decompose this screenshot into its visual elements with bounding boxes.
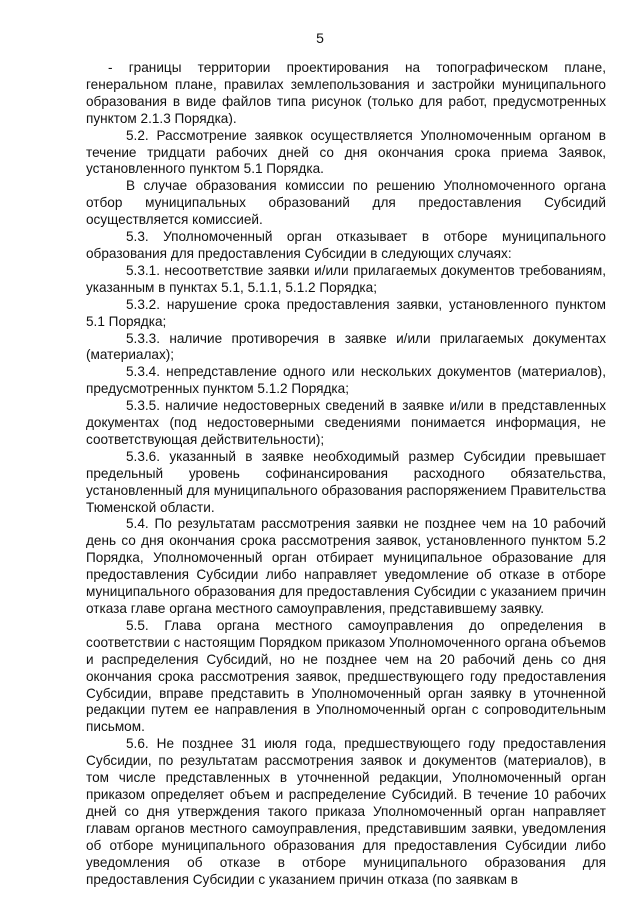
paragraph-5-3-4: 5.3.4. непредставление одного или нескольких документов (материалов), предусмотренных пунктом 5.1.2 Порядка; [86, 364, 606, 397]
paragraph-5-3-1: 5.3.1. несоответствие заявки и/или прилагаемых документов требованиям, указанным в пунктах 5.1, 5.1.1, 5.1.2 Порядка; [86, 262, 606, 295]
paragraph-5-3-6: 5.3.6. указанный в заявке необходимый размер Субсидии превышает предельный уровень софинансирования расходного обязательства, установленный для муниципального образования распоряжением Правительства Тюменской области. [86, 448, 606, 515]
paragraph-5-3-3: 5.3.3. наличие противоречия в заявке и/или прилагаемых документах (материалах); [86, 330, 606, 363]
paragraph-5-2: 5.2. Рассмотрение заявкок осуществляется Уполномоченным органом в течение тридцати рабочих дней со дня окончания срока приема Заявок, установленного пунктом 5.1 Порядка. [86, 127, 606, 177]
document-body [86, 60, 606, 888]
paragraph-5-3-5: 5.3.5. наличие недостоверных сведений в заявке и/или в представленных документах (под недостоверными сведениями понимается информация, не соответствующая действительности); [86, 398, 606, 447]
paragraph-boundaries: - границы территории проектирования на топографическом плане, генеральном плане, правилах землепользования и застройки муниципального образования в виде файлов типа рисунок (только для работ, предусмотренных пунктом 2.1.3 Порядка). [86, 60, 606, 126]
paragraph-5-4: 5.4. По результатам рассмотрения заявки не позднее чем на 10 рабочий день со дня окончания срока рассмотрения заявок, установленного пунктом 5.2 Порядка, Уполномоченный орган отбирает муниципальное образование для предоставления Субсидии либо направляет уведомление об отказе в отборе муниципального образования для предоставления Субсидии с указанием причин отказа главе органа местного самоуправления, представившему заявку. [86, 516, 606, 616]
paragraph-5-3: 5.3. Уполномоченный орган отказывает в отборе муниципального образования для предоставления Субсидии в следующих случаях: [86, 229, 606, 261]
paragraph-5-5: 5.5. Глава органа местного самоуправления до определения в соответствии с настоящим Порядком приказом Уполномоченного органа объемов и распределения Субсидий, но не позднее чем на 20 рабочий день со дня окончания срока рассмотрения заявок, предшествующего году предоставления Субсидии, вправе представить в Уполномоченный орган заявку в уточненной редакции путем ее направления в Уполномоченный орган с сопроводительным письмом. [86, 617, 606, 735]
page-number: 5 [316, 30, 324, 46]
paragraph-5-3-2: 5.3.2. нарушение срока предоставления заявки, установленного пунктом 5.1 Порядка; [86, 296, 606, 329]
paragraph-5-6: 5.6. Не позднее 31 июля года, предшествующего году предоставления Субсидии, по результатам рассмотрения заявок и документов (материалов), в том числе представленных в уточненной редакции, Уполномоченный орган приказом определяет объем и распределение Субсидий. В течение 10 рабочих дней со дня утверждения такого приказа Уполномоченный орган направляет главам органов местного самоуправления, представившим заявки, уведомления об отборе муниципального образования для предоставления Субсидии либо уведомления об отказе в отборе муниципального образования для предоставления Субсидии с указанием причин отказа (по заявкам в [86, 736, 606, 887]
paragraph-commission: В случае образования комиссии по решению Уполномоченного органа отбор муниципальных образований для предоставления Субсидий осуществляется комиссией. [86, 178, 606, 228]
